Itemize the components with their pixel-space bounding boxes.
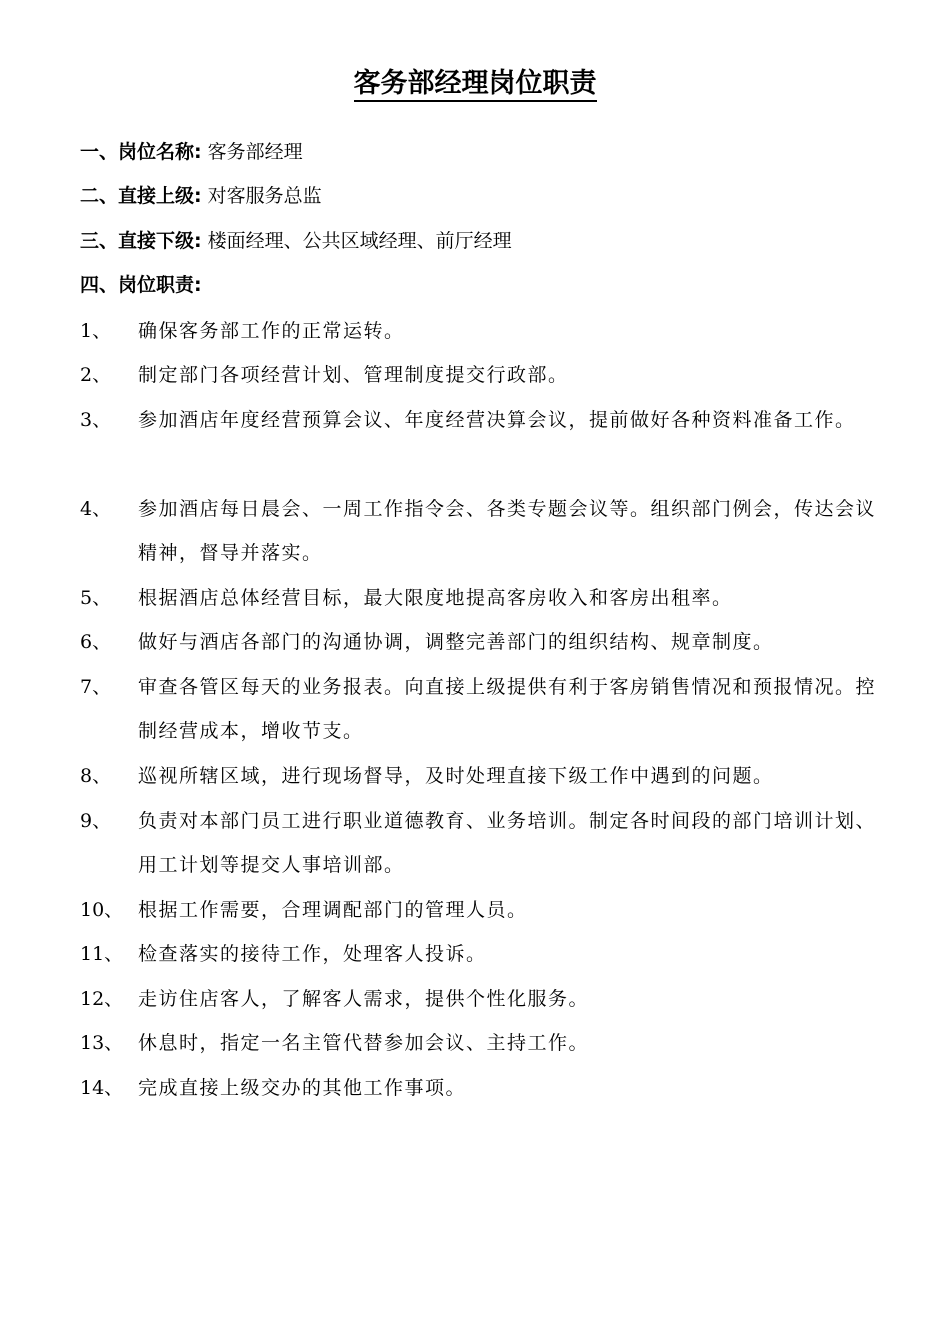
- duty-number: 10、: [80, 899, 124, 921]
- duty-text: 走访住店客人，了解客人需求，提供个性化服务。: [138, 988, 590, 1010]
- field-position-name: [80, 137, 303, 167]
- field-colon: :: [194, 185, 202, 207]
- field-direct-subordinates: [80, 226, 512, 256]
- field-colon: :: [194, 274, 202, 296]
- duty-text: 根据酒店总体经营目标，最大限度地提高客房收入和客房出租率。: [138, 587, 733, 609]
- duty-text: 参加酒店每日晨会、一周工作指令会、各类专题会议等。组织部门例会，传达会议精神，督导并落实。: [138, 498, 877, 564]
- duty-item: [80, 487, 880, 575]
- duty-item: [80, 888, 880, 932]
- duty-number: 14、: [80, 1077, 124, 1099]
- field-colon: :: [194, 230, 202, 252]
- field-label: 四、岗位职责: [80, 274, 195, 296]
- duty-text: 完成直接上级交办的其他工作事项。: [138, 1077, 467, 1099]
- duty-number: 4、: [80, 498, 112, 520]
- duty-number: 8、: [80, 765, 112, 787]
- duty-text: 负责对本部门员工进行职业道德教育、业务培训。制定各时间段的部门培训计划、用工计划等提交人事培训部。: [138, 810, 877, 876]
- duty-number: 3、: [80, 409, 112, 431]
- field-direct-superior: [80, 181, 322, 211]
- duty-text: 参加酒店年度经营预算会议、年度经营决算会议，提前做好各种资料准备工作。: [138, 409, 856, 431]
- field-label: 二、直接上级: [80, 185, 195, 207]
- duty-number: 2、: [80, 364, 112, 386]
- duty-item: [80, 799, 880, 887]
- field-value: 客务部经理: [207, 141, 303, 163]
- duty-number: 9、: [80, 810, 112, 832]
- field-value: 对客服务总监: [207, 185, 322, 207]
- duty-item: [80, 1021, 880, 1065]
- duty-text: 休息时，指定一名主管代替参加会议、主持工作。: [138, 1032, 590, 1054]
- duty-item: [80, 977, 880, 1021]
- field-label: 一、岗位名称: [80, 141, 195, 163]
- field-responsibilities-heading: [80, 270, 202, 300]
- duty-text: 巡视所辖区域，进行现场督导，及时处理直接下级工作中遇到的问题。: [138, 765, 774, 787]
- duty-number: 6、: [80, 631, 112, 653]
- duty-number: 7、: [80, 676, 112, 698]
- duty-item: [80, 620, 880, 664]
- duty-item: [80, 932, 880, 976]
- field-label: 三、直接下级: [80, 230, 195, 252]
- duty-item: [80, 576, 880, 620]
- duty-text: 确保客务部工作的正常运转。: [138, 320, 405, 342]
- duty-text: 检查落实的接待工作，处理客人投诉。: [138, 943, 487, 965]
- page-title: [0, 64, 950, 104]
- duty-item: [80, 754, 880, 798]
- duty-text: 根据工作需要，合理调配部门的管理人员。: [138, 899, 528, 921]
- duty-text: 审查各管区每天的业务报表。向直接上级提供有利于客房销售情况和预报情况。控制经营成本，增收节支。: [138, 676, 877, 742]
- field-colon: :: [194, 141, 202, 163]
- duty-number: 5、: [80, 587, 112, 609]
- duty-item: [80, 309, 880, 353]
- duty-text: 做好与酒店各部门的沟通协调，调整完善部门的组织结构、规章制度。: [138, 631, 774, 653]
- page-title-text: 客务部经理岗位职责: [354, 68, 597, 102]
- duty-item: [80, 665, 880, 753]
- duty-number: 11、: [80, 943, 124, 965]
- duty-number: 13、: [80, 1032, 124, 1054]
- duty-number: 12、: [80, 988, 124, 1010]
- duty-text: 制定部门各项经营计划、管理制度提交行政部。: [138, 364, 569, 386]
- duty-item: [80, 1066, 880, 1110]
- duty-number: 1、: [80, 320, 112, 342]
- duty-item: [80, 398, 880, 442]
- field-value: 楼面经理、公共区域经理、前厅经理: [207, 230, 512, 252]
- duty-item: [80, 353, 880, 397]
